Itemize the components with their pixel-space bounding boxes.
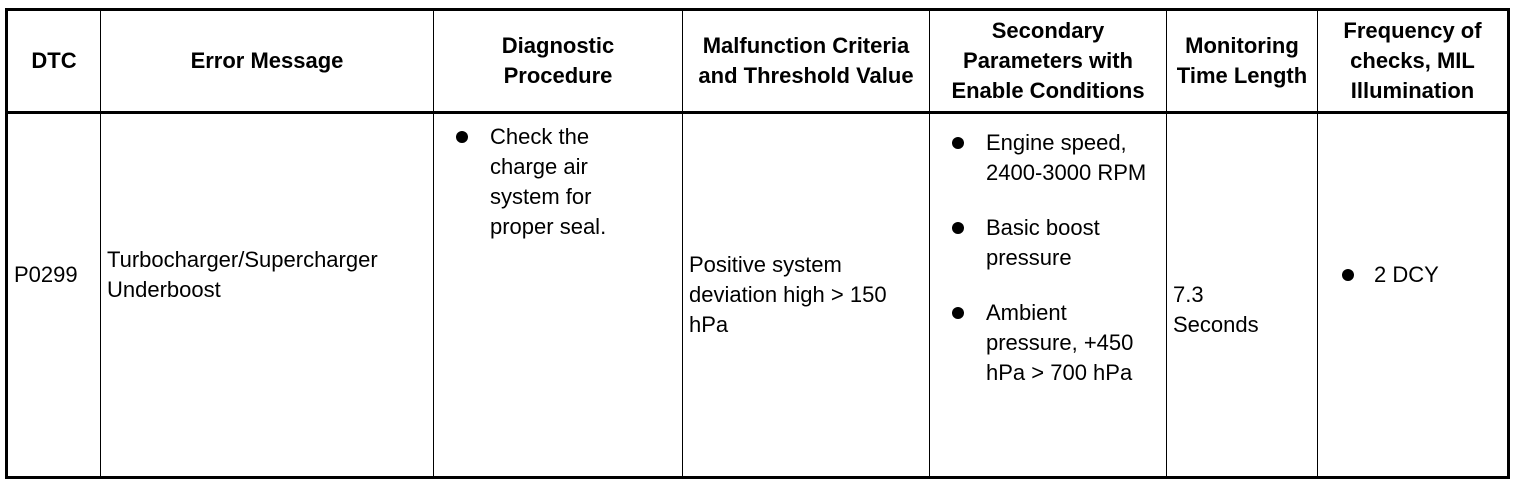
header-diagnostic-procedure: Diagnostic Procedure	[434, 10, 683, 113]
bullet-icon	[1342, 269, 1354, 281]
cell-secondary-parameters	[930, 113, 1167, 478]
header-monitoring-time: Monitoring Time Length	[1167, 10, 1318, 113]
bullet-icon	[952, 137, 964, 149]
bullet-icon	[456, 131, 468, 143]
cell-malfunction-criteria: Positive system deviation high > 150 hPa	[683, 113, 930, 478]
dtc-table	[5, 8, 1510, 479]
bullet-icon	[952, 222, 964, 234]
header-error-message: Error Message	[101, 10, 434, 113]
cell-dtc: P0299	[7, 113, 101, 478]
frequency-value: 2 DCY	[1374, 262, 1439, 287]
table-row	[7, 113, 1509, 478]
list-item	[930, 128, 1154, 188]
cell-monitoring-time: 7.3 Seconds	[1167, 113, 1318, 478]
list-item	[434, 122, 642, 242]
header-dtc: DTC	[7, 10, 101, 113]
bullet-icon	[952, 307, 964, 319]
secondary-parameter: Engine speed, 2400-3000 RPM	[986, 130, 1147, 185]
secondary-parameter: Ambient pressure, +450 hPa > 700 hPa	[986, 300, 1134, 385]
list-item	[930, 298, 1154, 388]
header-malfunction-criteria: Malfunction Criteria and Threshold Value	[683, 10, 930, 113]
secondary-parameter: Basic boost pressure	[986, 215, 1100, 270]
list-item	[1318, 260, 1507, 290]
procedure-step: Check the charge air system for proper seal.	[490, 124, 607, 239]
cell-frequency	[1318, 113, 1509, 478]
header-secondary-parameters: Secondary Parameters with Enable Conditions	[930, 10, 1167, 113]
cell-diagnostic-procedure	[434, 113, 683, 478]
header-frequency: Frequency of checks, MIL Illumination	[1318, 10, 1509, 113]
secondary-parameters-list	[930, 114, 1154, 388]
header-row	[7, 10, 1509, 113]
list-item	[930, 213, 1154, 273]
cell-error-message: Turbocharger/Supercharger Underboost	[101, 113, 434, 478]
procedure-list	[434, 114, 642, 242]
frequency-list	[1318, 260, 1507, 290]
